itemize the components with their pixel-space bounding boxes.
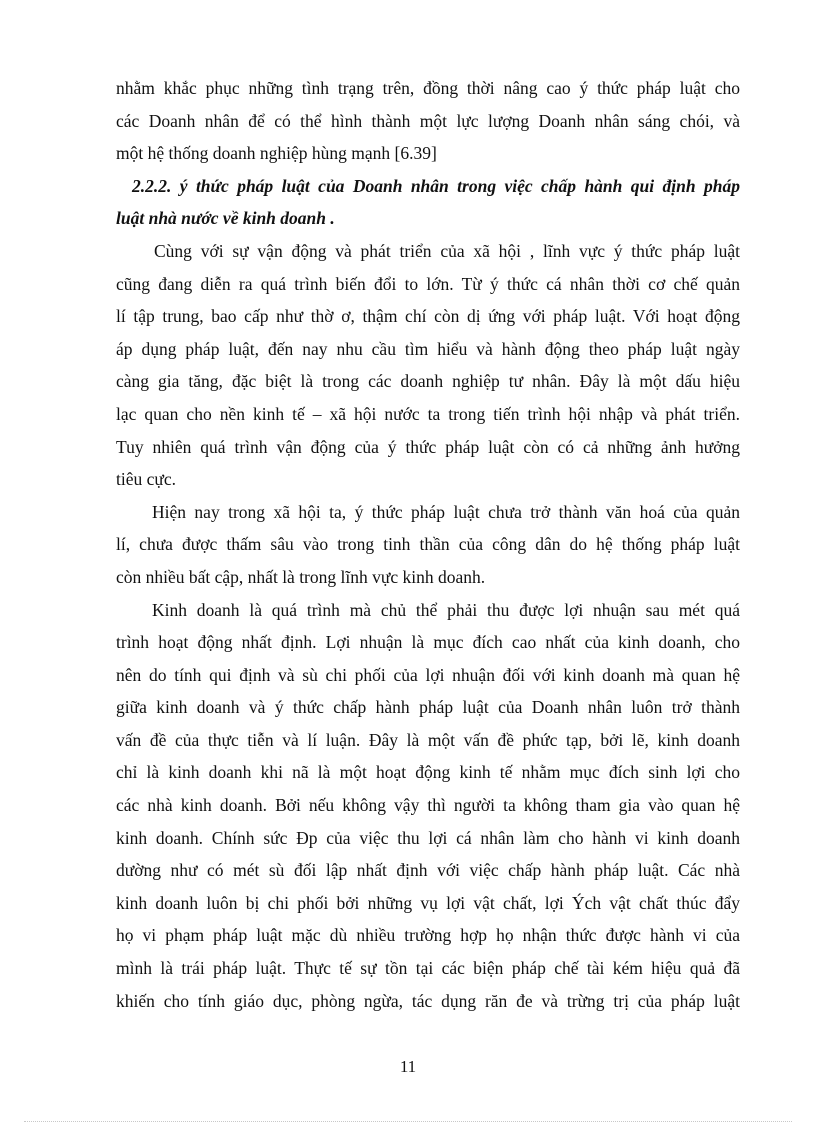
text-line: nên do tính qui định và sù chi phối của lợi nhuận đối với kinh doanh mà quan hệ bbox=[116, 664, 740, 685]
section-heading: 2.2.2. ý thức pháp luật của Doanh nhân trong việc chấp hành qui định pháp bbox=[132, 175, 740, 196]
text-line: một hệ thống doanh nghiệp hùng mạnh [6.39] bbox=[116, 143, 437, 164]
text-line: mình là trái pháp luật. Thực tế sự tồn tại các biện pháp chế tài kém hiệu quả đã bbox=[116, 958, 740, 979]
paragraph-first-line: Kinh doanh là quá trình mà chủ thể phải thu được lợi nhuận sau mét quá bbox=[152, 599, 740, 620]
text-line: họ vi phạm pháp luật mặc dù nhiều trường hợp họ nhận thức được hành vi của bbox=[116, 925, 740, 946]
text-line: các nhà kinh doanh. Bởi nếu không vậy thì người ta không tham gia vào quan hệ bbox=[116, 795, 740, 816]
text-line: cũng đang diễn ra quá trình biến đổi to lớn. Từ ý thức cá nhân thời cơ chế quản bbox=[116, 273, 740, 294]
text-line: trình hoạt động nhất định. Lợi nhuận là mục đích cao nhất của kinh doanh, cho bbox=[116, 632, 740, 653]
text-line: Tuy nhiên quá trình vận động của ý thức pháp luật còn có cả những ảnh hưởng bbox=[116, 436, 740, 457]
text-line: áp dụng pháp luật, đến nay nhu cầu tìm hiểu và hành động theo pháp luật ngày bbox=[116, 338, 740, 359]
paragraph-first-line: Hiện nay trong xã hội ta, ý thức pháp luật chưa trở thành văn hoá của quản bbox=[152, 501, 740, 522]
text-line: còn nhiều bất cập, nhất là trong lĩnh vực kinh doanh. bbox=[116, 566, 486, 587]
page-bottom-divider bbox=[24, 1121, 792, 1122]
text-line: khiến cho tính giáo dục, phòng ngừa, tác dụng răn đe và trừng trị của pháp luật bbox=[116, 990, 740, 1011]
text-line: dường như có mét sù đối lập nhất định với việc chấp hành pháp luật. Các nhà bbox=[116, 860, 740, 881]
text-line: lí tập trung, bao cấp như thờ ơ, thậm chí còn dị ứng với pháp luật. Với hoạt động bbox=[116, 306, 740, 327]
body-text bbox=[116, 72, 740, 1017]
text-line: càng gia tăng, đặc biệt là trong các doanh nghiệp tư nhân. Đây là một dấu hiệu bbox=[116, 371, 740, 392]
text-line: giữa kinh doanh và ý thức chấp hành pháp luật của Doanh nhân luôn trở thành bbox=[116, 697, 740, 718]
text-line: vấn đề của thực tiễn và lí luận. Đây là một vấn đề phức tạp, bởi lẽ, kinh doanh bbox=[116, 729, 740, 750]
paragraph-first-line: Cùng với sự vận động và phát triển của xã hội , lĩnh vực ý thức pháp luật bbox=[154, 240, 740, 261]
text-line: chỉ là kinh doanh khi nã là một hoạt động kinh tế nhằm mục đích sinh lợi cho bbox=[116, 762, 740, 783]
text-line: kinh doanh. Chính sức Ðp của việc thu lợi cá nhân làm cho hành vi kinh doanh bbox=[116, 827, 740, 848]
text-line: nhằm khắc phục những tình trạng trên, đồng thời nâng cao ý thức pháp luật cho bbox=[116, 78, 740, 98]
text-line: lí, chưa được thấm sâu vào trong tinh thần của công dân do hệ thống pháp luật bbox=[116, 534, 740, 555]
text-line: tiêu cực. bbox=[116, 469, 177, 490]
text-line: các Doanh nhân để có thể hình thành một lực lượng Doanh nhân sáng chói, và bbox=[116, 110, 740, 131]
section-heading-continued: luật nhà nước về kinh doanh . bbox=[116, 208, 335, 229]
page-number: 11 bbox=[399, 1057, 417, 1076]
text-line: lạc quan cho nền kinh tế – xã hội nước ta trong tiến trình hội nhập và phát triển. bbox=[116, 403, 740, 424]
text-line: kinh doanh luôn bị chi phối bởi những vụ lợi vật chất, lợi Ých vật chất thúc đẩy bbox=[116, 892, 740, 913]
